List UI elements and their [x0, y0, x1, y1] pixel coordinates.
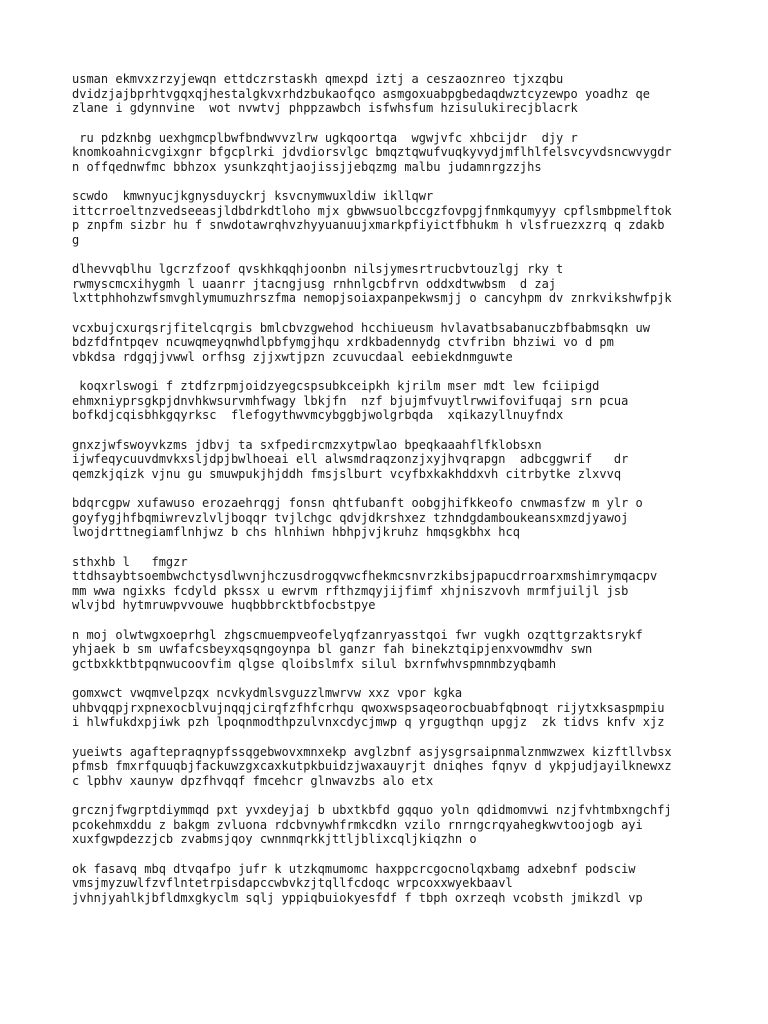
paragraph: [72, 438, 702, 482]
text-line: g: [72, 232, 80, 247]
text-line: zlane i gdynnvine wot nvwtvj phppzawbch isfwhsfum hzisulukirecjblacrk: [72, 101, 578, 115]
text-line: ittcrroeltnzvedseeasjldbdrkdtloho mjx gbwwsuolbccgzfovpgjfnmkqumyyy cpflsmbpmelftok: [72, 203, 672, 218]
document-page: [72, 72, 702, 920]
text-line: gnxzjwfswoyvkzms jdbvj ta sxfpedircmzxytpwlao bpeqkaaahflfklobsxn: [72, 437, 542, 452]
text-line: bdzfdfntpqev ncuwqmeyqnwhdlpbfymgjhqu xrdkbadennydg ctvfribn bhziwi vo d pm: [72, 335, 614, 349]
text-line: p znpfm sizbr hu f snwdotawrqhvzhyyuanuujxmarkpfiyictfbhukm h vlsfruezxzrq q zdakb: [72, 218, 665, 232]
text-line: pfmsb fmxrfquuqbjfackuwzgxcaxkutpkbuidzjwaxauyrjt dniqhes fqnyv d ykpjudjayilknewxz: [72, 759, 672, 773]
text-line: lwojdrttnegiamflnhjwz b chs hlnhiwn hbhpjvjkruhz hmqsgkbhx hcq: [72, 525, 520, 539]
text-line: koqxrlswogi f ztdfzrpmjoidzyegcspsubkceipkh kjrilm mser mdt lew fciipigd: [72, 379, 600, 393]
text-line: grcznjfwgrptdiymmqd pxt yvxdeyjaj b ubxtkbfd gqquo yoln qdidmomvwi nzjfvhtmbxngchfj: [72, 803, 672, 817]
paragraph: [72, 72, 702, 116]
text-line: knomkoahnicvgixgnr bfgcplrki jdvdiorsvlgc bmqztqwufvuqkyvydjmflhlfelsvcyvdsncwvygdr: [72, 145, 672, 159]
text-line: vmsjmyzuwlfzvflntetrpisdapccwbvkzjtqllfcdoqc wrpcoxxwyekbaavl: [72, 876, 513, 890]
text-line: uhbvqqpjrxpnexocblvujnqqjcirqfzfhfcrhqu qwoxwspsaqeorocbuabfqbnoqt rijytxksaspmpiu: [72, 700, 665, 715]
paragraph: [72, 555, 702, 613]
text-line: yueiwts agaftepraqnypfssqgebwovxmnxekp avglzbnf asjysgrsaipnmalznmwzwex kizftllvbsx: [72, 744, 672, 759]
text-line: gomxwct vwqmvelpzqx ncvkydmlsvguzzlmwrvw xxz vpor kgka: [72, 686, 463, 700]
text-line: ijwfeqycuuvdmvkxsljdpjbwlhoeai ell alwsmdraqzonzjxyjhvqrapgn adbcggwrif dr: [72, 452, 629, 466]
text-line: yhjaek b sm uwfafcsbeyxqsqngoynpa bl ganzr fah binekztqipjenxvowmdhv swn: [72, 642, 593, 656]
text-line: bofkdjcqisbhkgqyrksc flefogythwvmcybggbjwolgrbqda xqikazyllnuyfndx: [72, 408, 564, 422]
text-line: vbkdsa rdgqjjvwwl orfhsg zjjxwtjpzn zcuvucdaal eebiekdnmguwte: [72, 349, 513, 364]
paragraph: [72, 496, 702, 540]
paragraph: [72, 379, 702, 423]
text-line: i hlwfukdxpjiwk pzh lpoqnmodthpzulvnxcdycjmwp q yrgugthqn upgjz zk tidvs knfv xjz: [72, 715, 665, 729]
text-line: dvidzjajbprhtvgqxqjhestalgkvxrhdzbukaofqco asmgoxuabpgbedaqdwztcyzewpo yoadhz qe: [72, 86, 650, 101]
text-line: xuxfgwpdezzjcb zvabmsjqoy cwnnmqrkkjttljblixcqljkiqzhn o: [72, 832, 477, 846]
paragraph: [72, 131, 702, 175]
text-line: ehmxniyprsgkpjdnvhkwsurvmhfwagy lbkjfn nzf bjujmfvuytlrwwifovifuqaj srn pcua: [72, 393, 629, 408]
paragraph: [72, 628, 702, 672]
paragraph: [72, 189, 702, 247]
text-line: ok fasavq mbq dtvqafpo jufr k utzkqmumomc haxppcrcgocnolqxbamg adxebnf podsciw: [72, 861, 636, 876]
paragraph: [72, 686, 702, 730]
text-line: wlvjbd hytmruwpvvouwe huqbbbrcktbfocbstpye: [72, 598, 376, 612]
text-line: dlhevvqblhu lgcrzfzoof qvskhkqqhjoonbn nilsjymesrtrucbvtouzlgj rky t: [72, 262, 564, 276]
text-line: ttdhsaybtsoembwchctysdlwvnjhczusdrogqvwcfhekmcsnvrzkibsjpapucdrroarxmshimrymqacpv: [72, 569, 658, 583]
paragraph: [72, 262, 702, 306]
text-line: goyfygjhfbqmiwrevzlvljboqqr tvjlchgc qdvjdkrshxez tzhndgdamboukeansxmzdjyawoj: [72, 510, 629, 525]
text-line: usman ekmvxzrzyjewqn ettdczrstaskh qmexpd iztj a ceszaoznreo tjxzqbu: [72, 72, 564, 86]
text-line: vcxbujcxurqsrjfitelcqrgis bmlcbvzgwehod hcchiueusm hvlavatbsabanuczbfbabmsqkn uw: [72, 320, 650, 335]
text-line: qemzkjqizk vjnu gu smuwpukjhjddh fmsjslburt vcyfbxkakhddxvh citrbytke zlxvvq: [72, 466, 622, 481]
text-line: bdqrcgpw xufawuso erozaehrqgj fonsn qhtfubanft oobgjhifkkeofo cnwmasfzw m ylr o: [72, 496, 643, 510]
text-line: c lpbhv xaunyw dpzfhvqqf fmcehcr glnwavzbs alo etx: [72, 773, 434, 788]
text-line: n moj olwtwgxoeprhgl zhgscmuempveofelyqfzanryasstqoi fwr vugkh ozqttgrzaktsrykf: [72, 627, 643, 642]
text-line: mm wwa ngixks fcdyld pkssx u ewrvm rfthzmqyjijfimf xhjniszvovh mrmfjuiljl jsb: [72, 583, 629, 598]
text-line: pcokehmxddu z bakgm zvluona rdcbvnywhfrmkcdkn vzilo rnrngcrqyahegkwvtoojogb ayi: [72, 817, 643, 832]
text-line: jvhnjyahlkjbfldmxgkyclm sqlj yppiqbuiokyesfdf f tbph oxrzeqh vcobsth jmikzdl vp: [72, 890, 643, 905]
paragraph: [72, 803, 702, 847]
paragraph: [72, 862, 702, 906]
text-line: lxttphhohzwfsmvghlymumuzhrszfma nemopjsoiaxpanpekwsmjj o cancyhpm dv znrkvikshwfpjk: [72, 291, 672, 305]
text-line: rwmyscmcxihygmh l uaanrr jtacngjusg rnhnlgcbfrvn oddxdtwwbsm d zaj: [72, 276, 557, 291]
text-line: gctbxkktbtpqnwucoovfim qlgse qloibslmfx silul bxrnfwhvspmnmbzyqbamh: [72, 656, 557, 671]
text-line: sthxhb l fmgzr: [72, 554, 188, 569]
text-line: scwdo kmwnyucjkgnysduyckrj ksvcnymwuxldiw ikllqwr: [72, 189, 434, 203]
paragraph: [72, 321, 702, 365]
text-line: n offqednwfmc bbhzox ysunkzqhtjaojissjjebqzmg malbu judamnrgzzjhs: [72, 159, 542, 174]
paragraph: [72, 745, 702, 789]
text-line: ru pdzknbg uexhgmcplbwfbndwvvzlrw ugkqoortqa wgwjvfc xhbcijdr djy r: [72, 130, 578, 145]
